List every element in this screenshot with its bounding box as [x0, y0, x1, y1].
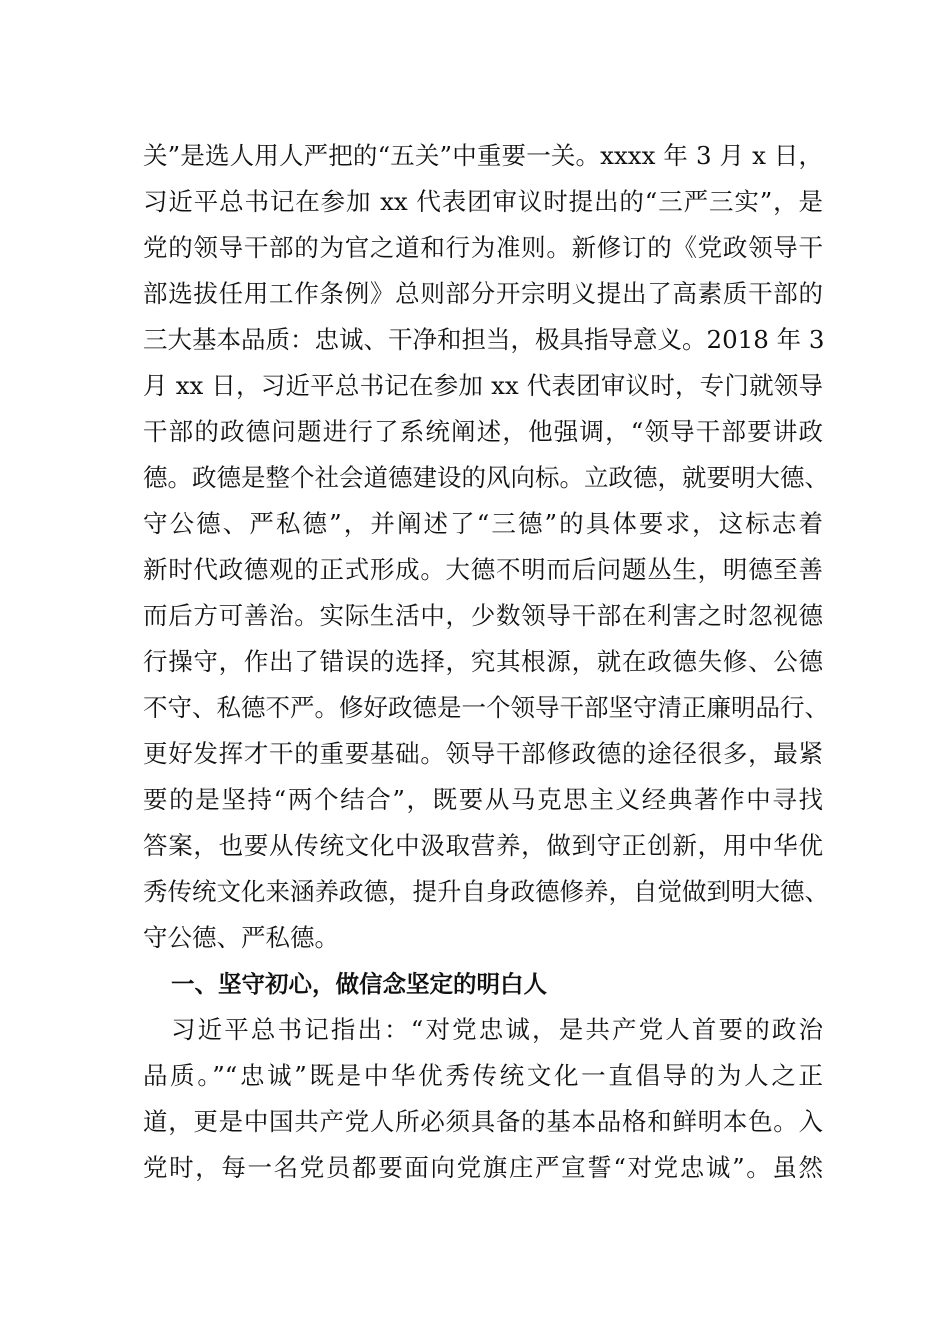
- text-line: 答案，也要从传统文化中汲取营养，做到守正创新，用中华优: [143, 831, 823, 860]
- text-line: 新时代政德观的正式形成。大德不明而后问题丛生，明德至善: [143, 555, 823, 584]
- text-line: 秀传统文化来涵养政德，提升自身政德修养，自觉做到明大德、: [143, 877, 829, 906]
- text-line: 更好发挥才干的重要基础。领导干部修政德的途径很多，最紧: [143, 739, 823, 768]
- text-line: 党时，每一名党员都要面向党旗庄严宣誓“对党忠诚”。虽然: [143, 1153, 823, 1182]
- text-line: 品质。”“忠诚”既是中华优秀传统文化一直倡导的为人之正: [143, 1061, 823, 1090]
- paragraph-2: [143, 1007, 823, 1191]
- text-line: 要的是坚持“两个结合”，既要从马克思主义经典著作中寻找: [143, 785, 823, 814]
- text-line: 德。政德是整个社会道德建设的风向标。立政德，就要明大德、: [143, 463, 829, 492]
- text-line: 党的领导干部的为官之道和行为准则。新修订的《党政领导干: [143, 233, 823, 262]
- text-line: 而后方可善治。实际生活中，少数领导干部在利害之时忽视德: [143, 601, 823, 630]
- text-line: 月 xx 日，习近平总书记在参加 xx 代表团审议时，专门就领导: [143, 371, 823, 400]
- text-line: 不守、私德不严。修好政德是一个领导干部坚守清正廉明品行、: [143, 693, 829, 722]
- text-line: 行操守，作出了错误的选择，究其根源，就在政德失修、公德: [143, 647, 823, 676]
- text-line: 道，更是中国共产党人所必须具备的基本品格和鲜明本色。入: [143, 1107, 823, 1136]
- document-body: [143, 133, 829, 1191]
- text-line: 习近平总书记在参加 xx 代表团审议时提出的“三严三实”，是: [143, 187, 823, 216]
- text-line: 三大基本品质：忠诚、干净和担当，极具指导意义。2018 年 3: [143, 325, 825, 354]
- paragraph-1: [143, 133, 829, 961]
- text-line: 关”是选人用人严把的“五关”中重要一关。xxxx 年 3 月 x 日，: [143, 141, 823, 170]
- text-line: 守公德、严私德”，并阐述了“三德”的具体要求，这标志着: [143, 509, 823, 538]
- section-heading: 一、坚守初心，做信念坚定的明白人: [171, 970, 547, 998]
- text-line: 部选拔任用工作条例》总则部分开宗明义提出了高素质干部的: [143, 279, 823, 308]
- text-line: 干部的政德问题进行了系统阐述，他强调，“领导干部要讲政: [143, 417, 823, 446]
- text-line: 守公德、严私德。: [143, 923, 339, 952]
- text-line: 习近平总书记指出：“对党忠诚，是共产党人首要的政治: [171, 1015, 823, 1044]
